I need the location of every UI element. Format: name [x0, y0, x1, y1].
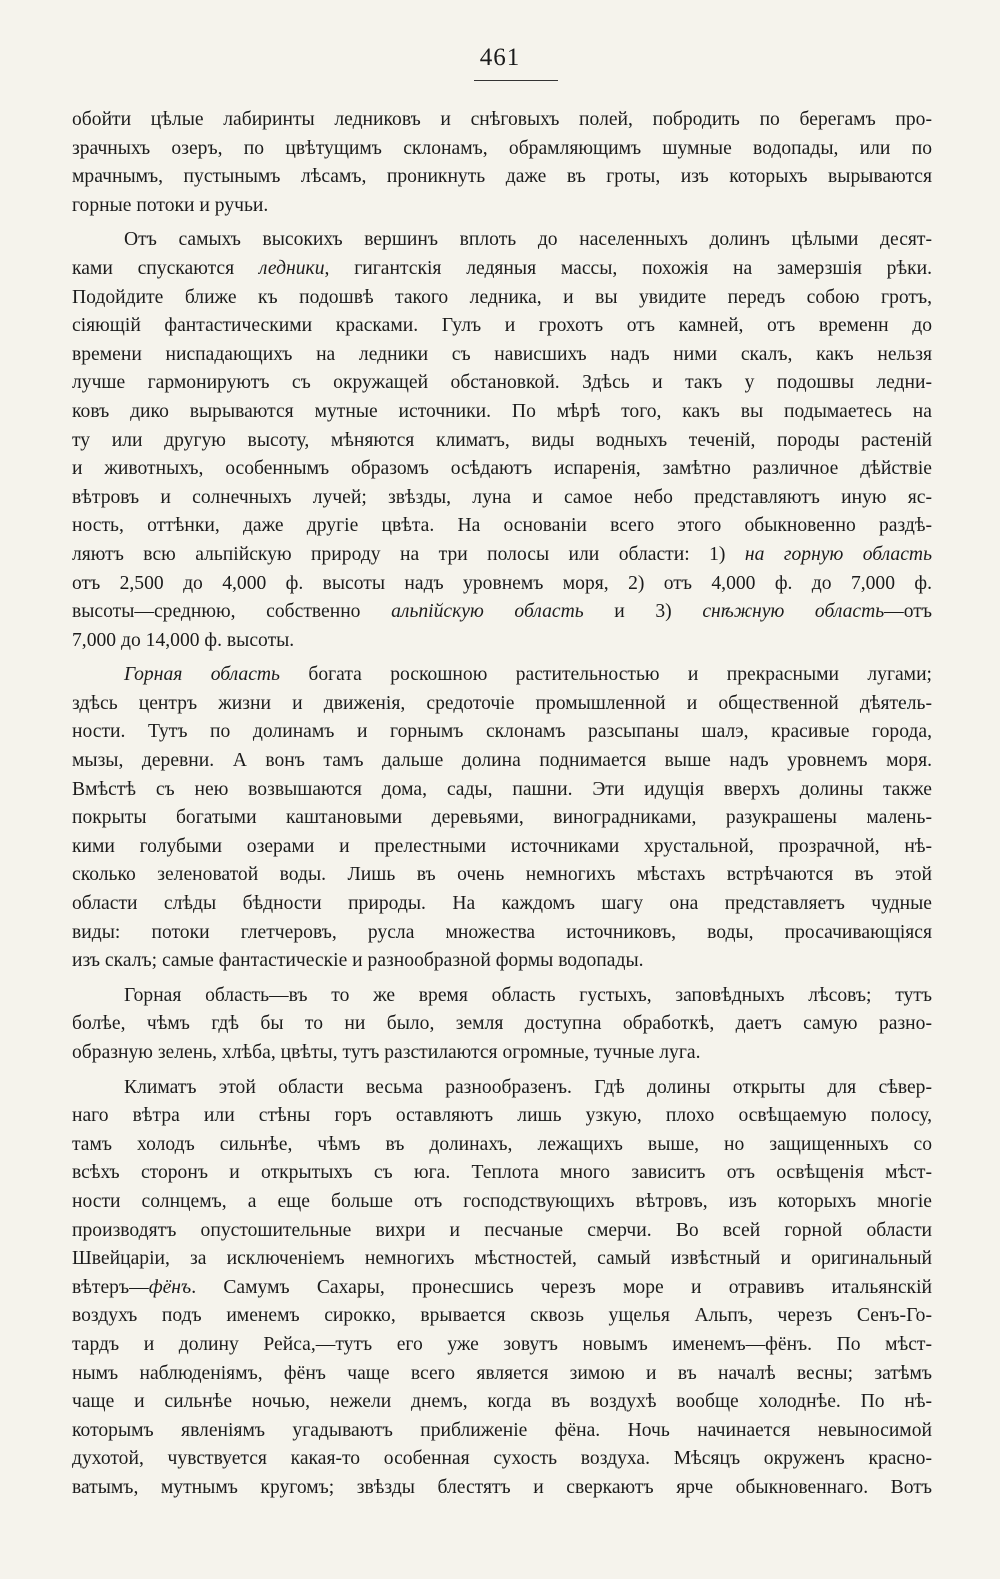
page-number: 461 [479, 44, 521, 71]
text-line [72, 1217, 932, 1246]
text-line [72, 1010, 932, 1039]
text-line [72, 690, 932, 719]
italic-term: Горная область [124, 664, 280, 686]
text-line [72, 192, 932, 221]
text-line [72, 512, 932, 541]
text-line [72, 982, 932, 1011]
text-line [72, 284, 932, 313]
text-run: горные потоки и ручьи. [72, 194, 269, 216]
text-run: Швейцаріи, за исключеніемъ немногихъ мѣстностей, самый извѣстный и оригинальный [72, 1248, 932, 1270]
text-line [72, 833, 932, 862]
text-line [72, 1274, 932, 1303]
text-line [72, 455, 932, 484]
text-line [72, 1302, 932, 1331]
text-line [72, 747, 932, 776]
text-line [72, 163, 932, 192]
text-run: и животныхъ, особеннымъ образомъ осѣдаютъ испаренія, замѣтно различное дѣйствіе [72, 458, 932, 480]
text-run: лучше гармонируютъ съ окружащей обстановкой. Здѣсь и такъ у подошвы ледни- [72, 372, 932, 394]
text-run: мрачнымъ, пустынымъ лѣсамъ, проникнуть даже въ гроты, изъ которыхъ вырываются [72, 166, 932, 188]
text-run: вѣтеръ— [72, 1276, 149, 1298]
text-run: нымъ наблюденіямъ, фёнъ чаще всего является зимою и въ началѣ весны; затѣмъ [72, 1362, 932, 1384]
text-run: чаще и сильнѣе ночью, нежели днемъ, когда въ воздухѣ вообще холоднѣе. По нѣ- [72, 1391, 932, 1413]
text-line [72, 135, 932, 164]
text-run: ватымъ, мутнымъ кругомъ; звѣзды блестятъ и сверкаютъ ярче обыкновеннаго. Вотъ [72, 1476, 932, 1498]
text-run: Отъ самыхъ высокихъ вершинъ вплоть до населенныхъ долинъ цѣлыми десят- [124, 229, 932, 251]
text-line [72, 627, 932, 656]
text-line [72, 484, 932, 513]
text-run: сіяющій фантастическими красками. Гулъ и грохотъ отъ камней, отъ временн до [72, 315, 932, 337]
text-run: образную зелень, хлѣба, цвѣты, тутъ разстилаются огромные, тучные луга. [72, 1042, 701, 1063]
text-run: вѣтровъ и солнечныхъ лучей; звѣзды, луна и самое небо представляютъ иную яс- [72, 486, 932, 508]
text-run: ту или другую высоту, мѣняются климатъ, виды водныхъ теченій, породы растеній [72, 429, 932, 451]
text-run: Вмѣстѣ съ нею возвышаются дома, сады, пашни. Эти идущія вверхъ долины также [72, 778, 932, 800]
text-run: богата роскошною растительностью и прекрасными лугами; [279, 664, 932, 686]
text-line [72, 1188, 932, 1217]
text-run: наго вѣтра или стѣны горъ оставляютъ лишь узкую, плохо освѣщаемую полосу, [72, 1105, 932, 1127]
text-run: духотой, чувствуется какая-то особенная сухость воздуха. Мѣсяцъ окруженъ красно- [72, 1448, 932, 1470]
text-line [72, 226, 932, 255]
text-run: всѣхъ сторонъ и открытыхъ съ юга. Теплота много зависитъ отъ освѣщенія мѣст- [72, 1162, 932, 1184]
text-run: , гигантскія ледяныя массы, похожія на замерзшія рѣки. [324, 257, 932, 279]
text-run: . Самумъ Сахары, пронесшись черезъ море и отравивъ итальянскій [191, 1276, 932, 1298]
text-run: тамъ холодъ сильнѣе, чѣмъ въ долинахъ, лежащихъ выше, но защищенныхъ со [72, 1133, 932, 1155]
text-line [72, 341, 932, 370]
text-run: Подойдите ближе къ подошвѣ такого ледника, и вы увидите передъ собою гротъ, [72, 286, 932, 308]
text-line [72, 1102, 932, 1131]
text-run: ности солнцемъ, а еще больше отъ господствующихъ вѣтровъ, изъ которыхъ многіе [72, 1190, 932, 1212]
text-line [72, 661, 932, 690]
text-run: обойти цѣлые лабиринты ледниковъ и снѣговыхъ полей, побродить по берегамъ про- [72, 109, 932, 130]
text-line [72, 1131, 932, 1160]
text-line [72, 947, 932, 976]
text-run: кими голубыми озерами и прелестными источниками хрустальной, прозрачной, нѣ- [72, 835, 932, 857]
text-run: —отъ [884, 601, 932, 623]
text-line [72, 718, 932, 747]
text-line [72, 427, 932, 456]
text-line [72, 312, 932, 341]
text-line [72, 1474, 932, 1503]
text-line [72, 1360, 932, 1389]
text-run: здѣсь центръ жизни и движенія, средоточіе промышленной и общественной дѣятель- [72, 692, 932, 714]
page-number-rule [474, 80, 558, 81]
italic-term: ледники [258, 257, 325, 279]
text-line [72, 861, 932, 890]
text-run: ность, оттѣнки, даже другіе цвѣта. На основаніи всего этого обыкновенно раздѣ- [72, 515, 932, 537]
text-run: и 3) [583, 601, 703, 623]
text-run: воздухъ подъ именемъ сирокко, врывается сквозь ущелья Альпъ, черезъ Сенъ-Го- [72, 1305, 932, 1327]
text-run: сколько зеленоватой воды. Лишь въ очень немногихъ мѣстахъ встрѣчаются въ этой [72, 864, 932, 886]
text-run: ности. Тутъ по долинамъ и горнымъ склонамъ разсыпаны шалэ, красивые города, [72, 721, 932, 743]
text-run: виды: потоки глетчеровъ, русла множества источниковъ, воды, просачивающіяся [72, 921, 932, 943]
text-line [72, 1331, 932, 1360]
italic-term: фёнъ [148, 1276, 192, 1298]
text-run: ковъ дико вырываются мутные источники. По мѣрѣ того, какъ вы подымаетесь на [72, 400, 932, 422]
text-run: высоты—среднюю, собственно [72, 601, 392, 623]
italic-term: альпійскую область [391, 601, 584, 623]
italic-term: снѣжную область [702, 601, 885, 623]
text-run: ляютъ всю альпійскую природу на три полосы или области: 1) [72, 543, 745, 565]
text-run: изъ скалъ; самые фантастическіе и разнообразной формы водопады. [72, 950, 644, 972]
text-line [72, 919, 932, 948]
text-run: тардъ и долину Рейса,—тутъ его уже зовутъ новымъ именемъ—фёнъ. По мѣст- [72, 1333, 932, 1355]
text-run: Климатъ этой области весьма разнообразенъ. Гдѣ долины открыты для сѣвер- [124, 1076, 932, 1098]
text-line [72, 541, 932, 570]
text-line [72, 1039, 932, 1068]
text-run: болѣе, чѣмъ гдѣ бы то ни было, земля доступна обработкѣ, даетъ самую разно- [72, 1013, 932, 1035]
text-line [72, 598, 932, 627]
text-run: Горная область—въ то же время область густыхъ, заповѣдныхъ лѣсовъ; тутъ [124, 984, 932, 1006]
text-run: 7,000 до 14,000 ф. высоты. [72, 629, 295, 651]
text-run: покрыты богатыми каштановыми деревьями, виноградниками, разукрашены малень- [72, 807, 932, 829]
text-line [72, 890, 932, 919]
text-run: зрачныхъ озеръ, по цвѣтущимъ склонамъ, обрамляющимъ шумные водопады, или по [72, 137, 932, 159]
text-line [72, 570, 932, 599]
text-run: мызы, деревни. А вонъ тамъ дальше долина поднимается выше надъ уровнемъ моря. [72, 750, 932, 772]
text-line [72, 1074, 932, 1103]
text-run: отъ 2,500 до 4,000 ф. высоты надъ уровнемъ моря, 2) отъ 4,000 ф. до 7,000 ф. [72, 572, 932, 594]
text-line [72, 776, 932, 805]
text-line [72, 106, 932, 135]
text-run: области слѣды бѣдности природы. На каждомъ шагу она представляетъ чудные [72, 893, 932, 915]
text-line [72, 1417, 932, 1446]
text-line [72, 1445, 932, 1474]
text-line [72, 398, 932, 427]
italic-term: на горную область [744, 543, 932, 565]
text-run: ками спускаются [72, 257, 259, 279]
text-line [72, 369, 932, 398]
text-line [72, 1159, 932, 1188]
text-line [72, 804, 932, 833]
text-line [72, 255, 932, 284]
text-run: времени ниспадающихъ на ледники съ нависшихъ надъ ними скалъ, какъ нельзя [72, 343, 932, 365]
text-line [72, 1388, 932, 1417]
body-text [72, 106, 932, 1503]
text-run: производятъ опустошительные вихри и песчаные смерчи. Во всей горной области [72, 1219, 932, 1241]
text-line [72, 1245, 932, 1274]
text-run: которымъ явленіямъ угадываютъ приближеніе фёна. Ночь начинается невыносимой [72, 1419, 932, 1441]
